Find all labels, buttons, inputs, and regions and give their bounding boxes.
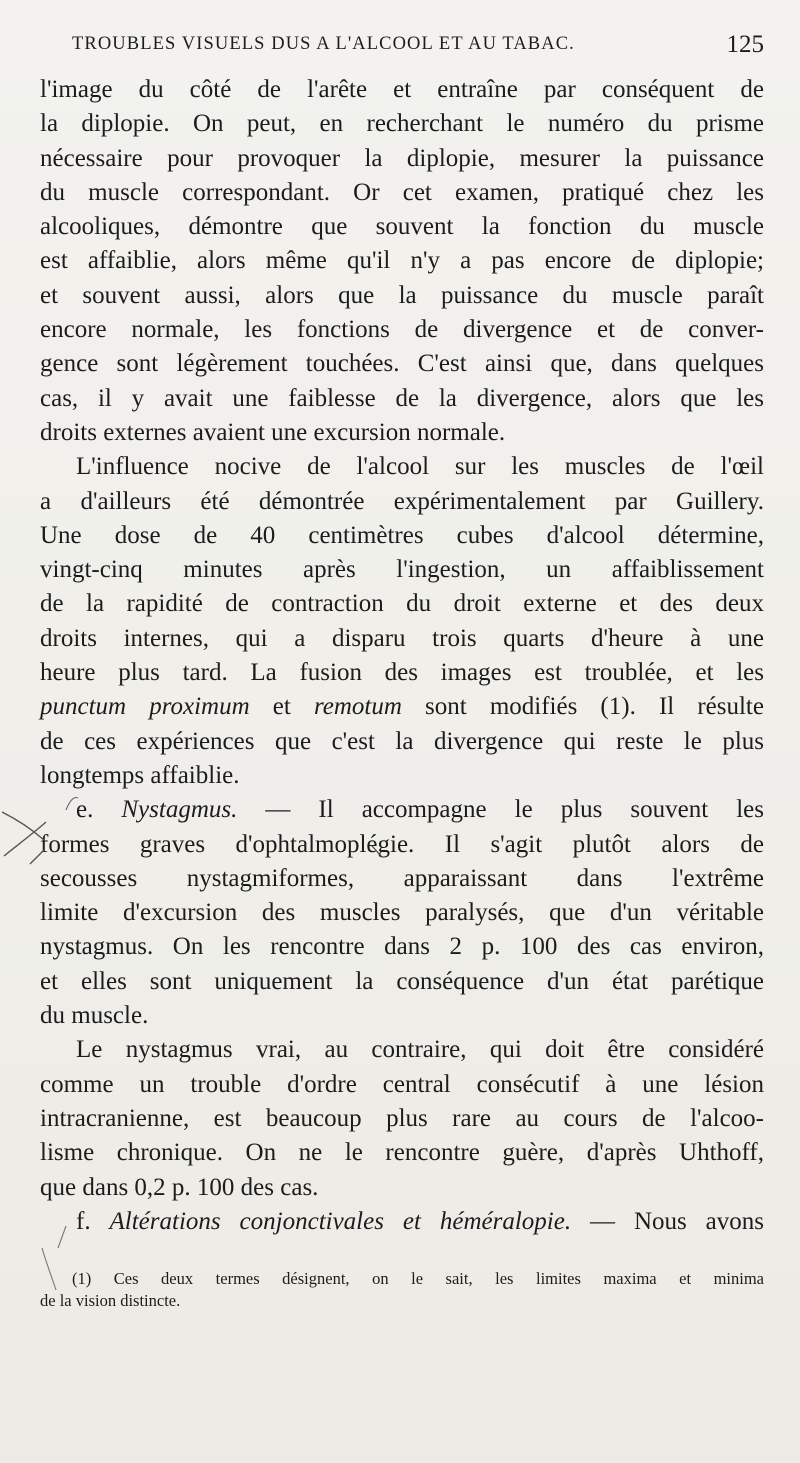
section-letter: f.: [76, 1207, 110, 1235]
text-line: cas, il y avait une faiblesse de la divergence, alors que les: [40, 384, 764, 412]
text-line: du muscle correspondant. Or cet examen, pratiqué chez les: [40, 178, 764, 206]
text-line: l'image du côté de l'arête et entraîne par conséquent de: [40, 76, 764, 103]
text-line: limite d'excursion des muscles paralysés, que d'un véritable: [40, 899, 764, 927]
text-line: [40, 690, 764, 724]
text-line: lisme chronique. On ne le rencontre guère, d'après Uhthoff,: [40, 1139, 764, 1167]
text-line: Le nystagmus vrai, au contraire, qui doit être considéré: [76, 1036, 764, 1064]
text-line: nécessaire pour provoquer la diplopie, mesurer la puissance: [40, 144, 764, 172]
text-line: et souvent aussi, alors que la puissance du muscle paraît: [40, 281, 764, 309]
body-text: [40, 73, 764, 1239]
section-title: Nystagmus.: [121, 796, 238, 824]
text-line: comme un trouble d'ordre central consécutif à une lésion: [40, 1070, 764, 1098]
section-title: Altérations conjonctivales et héméralopie.: [109, 1207, 572, 1235]
text-line: la diplopie. On peut, en recherchant le numéro du prisme: [40, 110, 764, 138]
text-line: Une dose de 40 centimètres cubes d'alcool détermine,: [40, 521, 764, 549]
text-line: heure plus tard. La fusion des images est troublée, et les: [40, 659, 764, 687]
text-line: longtemps affaiblie.: [40, 761, 240, 789]
text-line: alcooliques, démontre que souvent la fonction du muscle: [40, 213, 764, 241]
italic-term: remotum: [313, 693, 402, 721]
text-line: est affaiblie, alors même qu'il n'y a pas encore de diplopie;: [40, 247, 764, 275]
text-run: — Nous avons: [571, 1207, 765, 1235]
footnote-line: (1) Ces deux termes désignent, on le sait, les limites maxima et minima: [72, 1269, 764, 1288]
text-line: encore normale, les fonctions de divergence et de conver-: [40, 316, 764, 344]
text-line: droits externes avaient une excursion normale.: [40, 418, 506, 446]
text-line: gence sont légèrement touchées. C'est ainsi que, dans quelques: [40, 350, 764, 378]
text-line: nystagmus. On les rencontre dans 2 p. 100 des cas environ,: [40, 933, 764, 961]
text-run: — Il accompagne le plus souvent les: [237, 796, 764, 824]
text-run: sont modifiés (1). Il résulte: [401, 693, 764, 721]
text-line: de la rapidité de contraction du droit externe et des deux: [40, 590, 764, 618]
section-heading-line: [40, 1205, 764, 1239]
text-line: a d'ailleurs été démontrée expérimentalement par Guillery.: [40, 487, 764, 515]
section-heading-line: [40, 793, 764, 827]
italic-term: punctum proximum: [40, 693, 250, 721]
running-header: [72, 31, 764, 64]
text-line: que dans 0,2 p. 100 des cas.: [40, 1173, 319, 1201]
text-line: intracranienne, est beaucoup plus rare au cours de l'alcoo-: [40, 1104, 764, 1132]
text-line: de ces expériences que c'est la divergence qui reste le plus: [40, 727, 764, 755]
section-letter: e.: [76, 796, 122, 824]
text-line: du muscle.: [40, 1002, 149, 1030]
text-line: vingt-cinq minutes après l'ingestion, un affaiblissement: [40, 556, 764, 584]
text-line: secousses nystagmiformes, apparaissant dans l'extrême: [40, 864, 764, 892]
footnote-line: de la vision distincte.: [40, 1291, 181, 1310]
running-head: TROUBLES VISUELS DUS A L'ALCOOL ET AU TABAC.: [72, 34, 575, 54]
text-line: L'influence nocive de l'alcool sur les muscles de l'œil: [76, 453, 764, 481]
footnote: [40, 1268, 764, 1312]
text-line: droits internes, qui a disparu trois quarts d'heure à une: [40, 624, 764, 652]
text-line: et elles sont uniquement la conséquence d'un état parétique: [40, 967, 764, 995]
text-line: formes graves d'ophtalmoplégie. Il s'agit plutôt alors de: [40, 830, 764, 858]
page-number: 125: [726, 31, 764, 58]
text-run: et: [249, 693, 314, 721]
